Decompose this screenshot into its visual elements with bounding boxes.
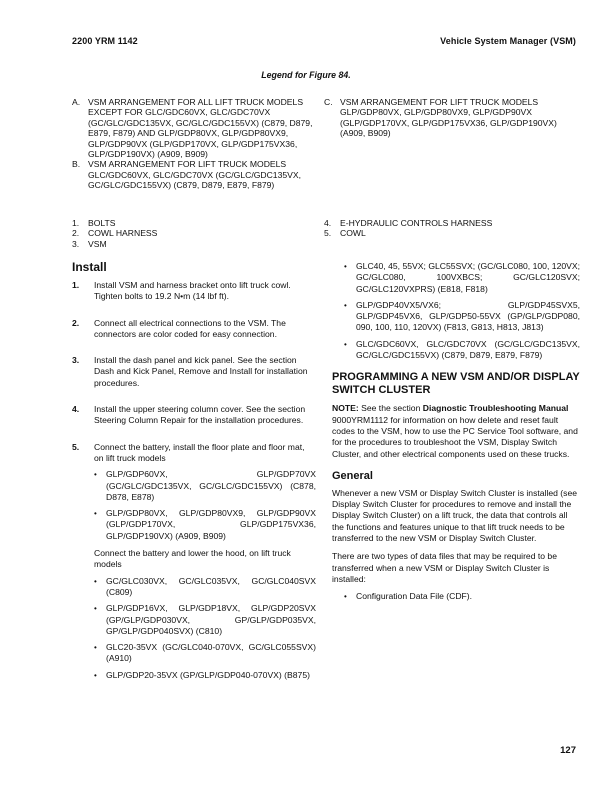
- bullet-icon: •: [94, 604, 97, 614]
- legend-key: 4.: [324, 218, 332, 228]
- install-steps: [72, 280, 316, 681]
- list-item: • GLC40, 45, 55VX; GLC55SVX; (GC/GLC080, 100, 120VX; GC/GLC080, 100VXBCS; GC/GLC120SVX; GC/GLC120VXPRS) (E818, F818): [344, 261, 580, 294]
- header-doc-number: 2200 YRM 1142: [72, 36, 138, 46]
- bullet-icon: •: [344, 592, 347, 602]
- general-paragraph: There are two types of data files that may be required to be transferred when a new VSM or Display Switch Cluster is installed:: [332, 551, 557, 584]
- bullet-icon: •: [344, 300, 347, 310]
- bullet-icon: •: [344, 262, 347, 271]
- bullet-icon: •: [94, 670, 97, 680]
- step-number: 1.: [72, 280, 80, 290]
- legend-text: COWL HARNESS: [88, 228, 158, 239]
- note-paragraph: [332, 403, 580, 459]
- bullet-icon: •: [94, 576, 97, 586]
- note-post: 9000YRM1112 for information on how delete and reset fault codes to the VSM, how to use the PC Service Tool software, and for the procedures to troubleshoot the VSM, Display Switch Cluster, and other electrical components used on these trucks.: [332, 414, 578, 459]
- legend-text: VSM ARRANGEMENT FOR LIFT TRUCK MODELS GLP/GDP80VX, GLP/GDP80VX9, GLP/GDP90VX (GLP/GDP170VX, GLP/GDP175VX36, GLP/GDP190VX) (A909, B909): [340, 97, 557, 139]
- legend-key: 1.: [72, 218, 80, 228]
- list-item: • GLP/GDP20-35VX (GP/GLP/GDP040-070VX) (B875): [94, 669, 310, 680]
- legend-text: BOLTS: [88, 218, 116, 228]
- install-step: [72, 280, 316, 303]
- model-bullet-list: [344, 261, 580, 361]
- step-number: 4.: [72, 404, 80, 415]
- legend-text: VSM ARRANGEMENT FOR ALL LIFT TRUCK MODELS EXCEPT FOR GLC/GDC60VX, GLC/GDC70VX (GC/GLC/GDC135VX, GC/GLC/GDC155VX) (C879, D879, E879, F879) AND GLP/GDP80VX, GLP/GDP80VX9, GLP/GDP90VX (GLP/GDP170VX, GLP/GDP175VX36, GLP/GDP190VX) (A909, B909): [88, 97, 313, 160]
- step-number: 2.: [72, 317, 80, 328]
- list-item: • GC/GLC030VX, GC/GLC035VX, GC/GLC040SVX (C809): [94, 575, 316, 597]
- legend-key: A.: [72, 97, 81, 107]
- legend-item: [324, 228, 554, 238]
- data-file-list: [344, 591, 580, 602]
- list-item: • GLP/GDP60VX, GLP/GDP70VX (GC/GLC/GDC135VX, GC/GLC/GDC155VX) (C878, D878, E878): [94, 469, 316, 502]
- general-heading: General: [332, 469, 373, 482]
- legend-title: Legend for Figure 84.: [261, 70, 351, 80]
- legend-item: [324, 218, 554, 228]
- legend-item: [72, 218, 302, 228]
- page-number: 127: [560, 745, 576, 756]
- install-step: [72, 404, 316, 427]
- list-item: • GLP/GDP80VX, GLP/GDP80VX9, GLP/GDP90VX (GLP/GDP170VX, GLP/GDP175VX36, GLP/GDP190VX) (A909, B909): [94, 508, 316, 541]
- legend-letters-left: [72, 97, 322, 191]
- legend-item: [324, 97, 580, 139]
- legend-item: [72, 159, 322, 190]
- step-text: Connect all electrical connections to the VSM. The connectors are color coded for easy connection.: [94, 317, 286, 339]
- legend-letters-right: [324, 97, 580, 139]
- legend-numbers-right: [324, 218, 554, 239]
- note-bold-ref: Diagnostic Troubleshooting Manual: [422, 403, 569, 414]
- header-section-title: Vehicle System Manager (VSM): [440, 36, 576, 46]
- step-text: Connect the battery, install the floor plate and floor mat, on lift truck models: [94, 441, 305, 463]
- list-item: • GLP/GDP16VX, GLP/GDP18VX, GLP/GDP20SVX (GP/GLP/GDP030VX, GP/GLP/GDP035VX, GP/GLP/GDP040SVX) (C810): [94, 603, 316, 636]
- step5-paragraph: Connect the battery and lower the hood, on lift truck models: [94, 548, 291, 570]
- legend-key: 3.: [72, 238, 80, 249]
- install-step: [72, 442, 316, 465]
- legend-key: 2.: [72, 228, 80, 239]
- model-bullet-list: [94, 576, 316, 681]
- list-item: • GLP/GDP40VX5/VX6; GLP/GDP45SVX5, GLP/GDP45VX6, GLP/GDP50-55VX (GP/GLP/GDP080, 090, 100, 110, 120VX) (F813, G813, H813, J813): [344, 299, 580, 333]
- step-number: 5.: [72, 441, 80, 452]
- note-label: NOTE:: [332, 403, 359, 414]
- step-number: 3.: [72, 355, 80, 366]
- legend-key: C.: [324, 97, 333, 107]
- bullet-icon: •: [344, 339, 347, 349]
- legend-item: [72, 239, 302, 249]
- legend-item: [72, 228, 302, 238]
- legend-numbers-left: [72, 218, 302, 249]
- note-pre: See the section: [361, 403, 421, 414]
- list-item: • GLC20-35VX (GC/GLC040-070VX, GC/GLC055SVX) (A910): [94, 642, 316, 664]
- legend-text: VSM ARRANGEMENT FOR LIFT TRUCK MODELS GLC/GDC60VX, GLC/GDC70VX (GC/GLC/GDC135VX, GC/GLC/GDC155VX) (C879, D879, E879, F879): [88, 159, 302, 191]
- model-bullet-list: [94, 469, 316, 542]
- install-step: [72, 355, 316, 389]
- list-item: • Configuration Data File (CDF).: [344, 591, 473, 602]
- general-paragraph: Whenever a new VSM or Display Switch Cluster is installed (see Display Switch Cluster for procedures to remove and install the Display Switch Cluster) on a lift truck, the data that controls all the functions and features unique to that lift truck needs to be transferred to the new VSM or Display Switch Cluster.: [332, 487, 578, 544]
- step-text: Install VSM and harness bracket onto lift truck cowl. Tighten bolts to 19.2 N•m (14 lbf ft).: [94, 280, 291, 302]
- right-column: [332, 261, 580, 608]
- legend-text: VSM: [88, 238, 107, 249]
- legend-text: COWL: [340, 228, 366, 239]
- install-step: [72, 318, 316, 341]
- legend-text: E-HYDRAULIC CONTROLS HARNESS: [340, 218, 493, 228]
- bullet-icon: •: [94, 643, 97, 653]
- bullet-icon: •: [94, 470, 97, 480]
- legend-item: [72, 97, 322, 159]
- legend-key: 5.: [324, 228, 332, 239]
- programming-heading: PROGRAMMING A NEW VSM AND/OR DISPLAY SWITCH CLUSTER: [332, 371, 580, 397]
- bullet-icon: •: [94, 509, 97, 519]
- step-text: Install the dash panel and kick panel. See the section Dash and Kick Panel, Remove and Install for installation procedures.: [94, 355, 308, 388]
- list-item: • GLC/GDC60VX, GLC/GDC70VX (GC/GLC/GDC135VX, GC/GLC/GDC155VX) (C879, D879, E879, F879): [344, 338, 580, 361]
- legend-key: B.: [72, 159, 81, 170]
- step-text: Install the upper steering column cover. See the section Steering Column Repair for the installation procedures.: [94, 404, 306, 426]
- install-heading: Install: [72, 260, 107, 274]
